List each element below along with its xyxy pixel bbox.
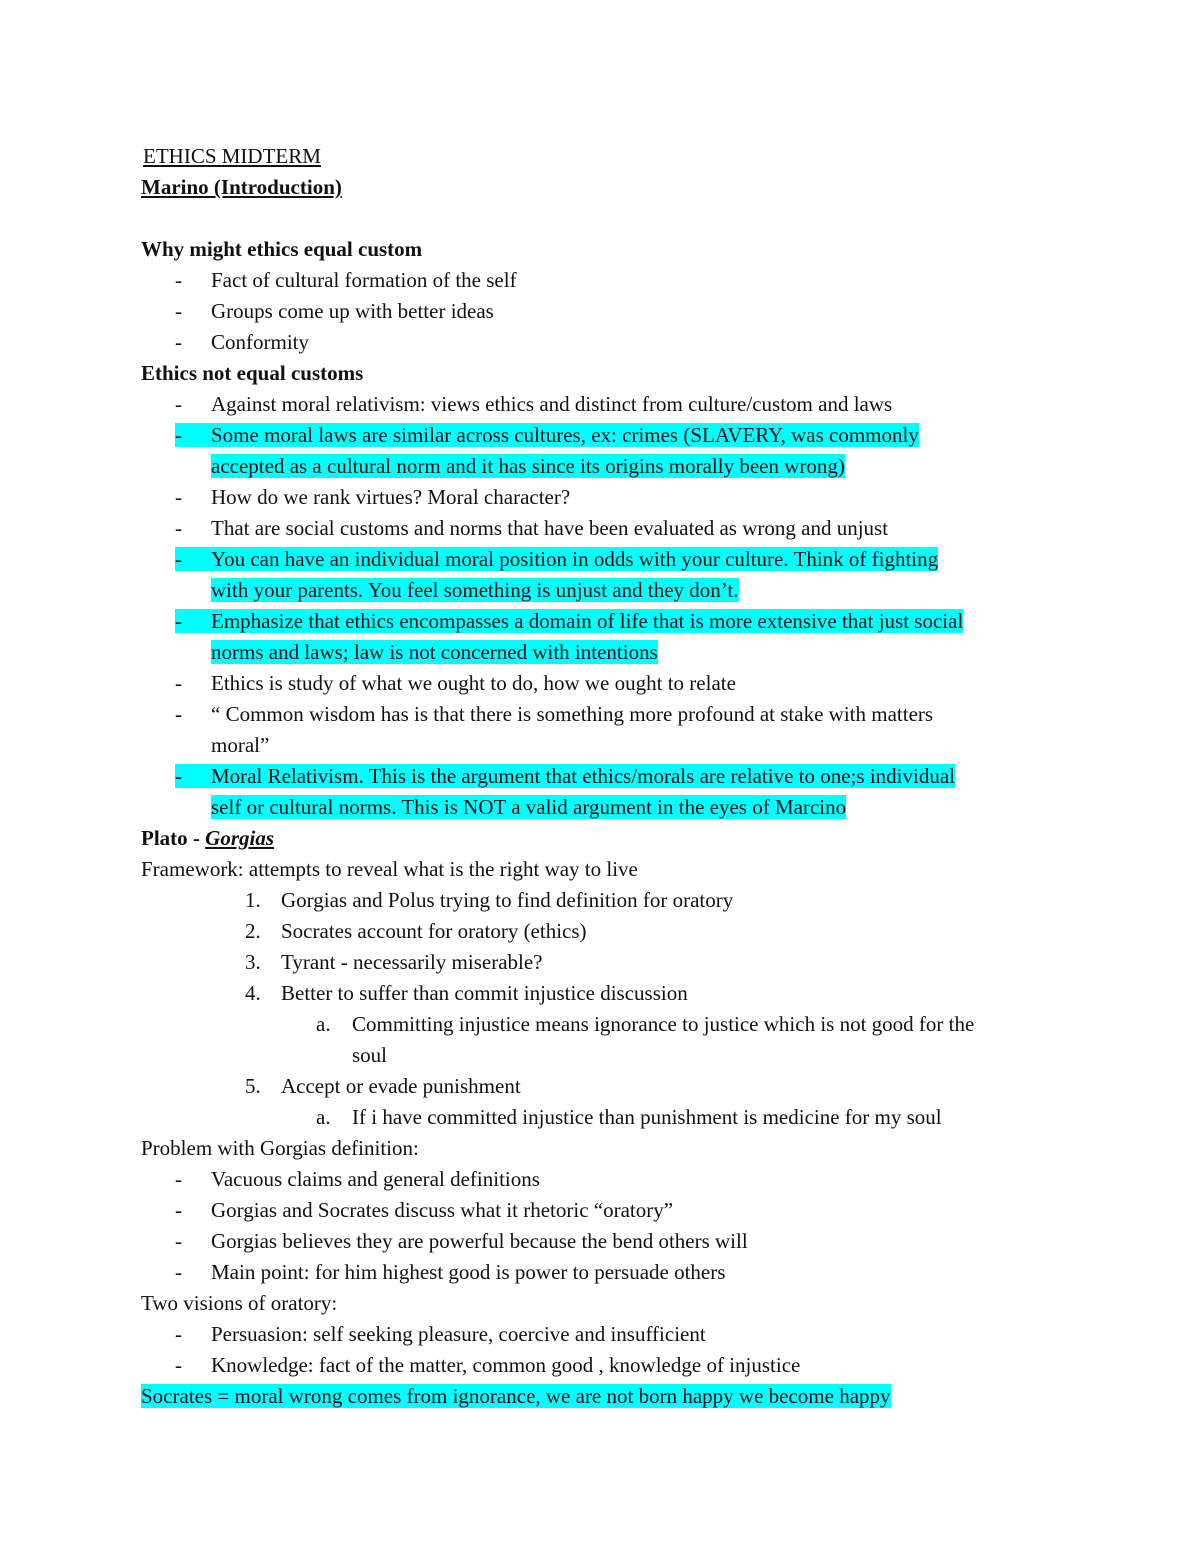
final-line-text: Socrates = moral wrong comes from ignorance, we are not born happy we become happy (141, 1384, 891, 1408)
list-item-highlighted (141, 761, 1071, 792)
blank-line (141, 203, 1071, 234)
list-item (141, 1195, 1071, 1226)
numbered-item (141, 885, 1071, 916)
list-item-text: Ethics is study of what we ought to do, how we ought to relate (211, 671, 736, 695)
title-text: ETHICS MIDTERM (143, 144, 321, 168)
list-item-text: Fact of cultural formation of the self (211, 268, 517, 292)
item-text: Gorgias and Polus trying to find definition for oratory (281, 888, 734, 912)
list-item-text: Conformity (211, 330, 309, 354)
bullet-dash: - (175, 547, 182, 571)
bullet-dash: - (175, 1322, 182, 1346)
section-heading-text: Marino (Introduction) (141, 175, 342, 199)
list-item (141, 296, 1071, 327)
list-item (141, 1350, 1071, 1381)
section-heading-marino (141, 172, 1071, 203)
section-heading-work: Gorgias (205, 826, 275, 850)
question-heading-not-custom: Ethics not equal customs (141, 361, 364, 385)
bullet-dash: - (175, 423, 182, 447)
list-item-text: moral” (211, 733, 270, 757)
sub-item-letter: a. (316, 1105, 331, 1129)
list-item-text: How do we rank virtues? Moral character? (211, 485, 571, 509)
list-item-text: Groups come up with better ideas (211, 299, 494, 323)
list-item-continuation (141, 730, 1071, 761)
sub-item-continuation (141, 1040, 1071, 1071)
section-heading-plato (141, 823, 1071, 854)
item-text: Better to suffer than commit injustice discussion (281, 981, 688, 1005)
list-item-continuation (141, 575, 1071, 606)
sub-item-letter: a. (316, 1012, 331, 1036)
document-title (141, 141, 1071, 172)
bullet-dash: - (175, 268, 182, 292)
bullet-dash: - (175, 671, 182, 695)
list-item-text: self or cultural norms. This is NOT a valid argument in the eyes of Marcino (211, 795, 847, 819)
item-text: Tyrant - necessarily miserable? (281, 950, 543, 974)
list-item (141, 389, 1071, 420)
item-number: 3. (245, 950, 261, 974)
sub-item (141, 1102, 1071, 1133)
bullet-dash: - (175, 1260, 182, 1284)
sub-item-text: soul (352, 1043, 388, 1067)
list-item-text: Persuasion: self seeking pleasure, coercive and insufficient (211, 1322, 706, 1346)
bullet-dash: - (175, 485, 182, 509)
item-number: 5. (245, 1074, 261, 1098)
numbered-item (141, 1071, 1071, 1102)
list-item-text: with your parents. You feel something is unjust and they don’t. (211, 578, 739, 602)
item-number: 4. (245, 981, 261, 1005)
list-item-text: You can have an individual moral position in odds with your culture. Think of fighting (211, 547, 939, 571)
list-item (141, 482, 1071, 513)
numbered-item (141, 947, 1071, 978)
bullet-dash: - (175, 1353, 182, 1377)
sub-item-text: If i have committed injustice than punishment is medicine for my soul (352, 1105, 942, 1129)
bullet-dash: - (175, 702, 182, 726)
list-item-highlighted (141, 544, 1071, 575)
list-item (141, 265, 1071, 296)
sub-item (141, 1009, 1071, 1040)
section-heading-text: Plato - (141, 826, 206, 850)
list-item-text: Against moral relativism: views ethics and distinct from culture/custom and laws (211, 392, 893, 416)
bullet-dash: - (175, 1198, 182, 1222)
question-heading-custom: Why might ethics equal custom (141, 237, 423, 261)
list-item (141, 699, 1071, 730)
final-highlighted-line (141, 1381, 1071, 1412)
list-item (141, 1257, 1071, 1288)
bullet-dash: - (175, 1229, 182, 1253)
list-item-continuation (141, 637, 1071, 668)
item-text: Socrates account for oratory (ethics) (281, 919, 587, 943)
list-item-text: Gorgias and Socrates discuss what it rhetoric “oratory” (211, 1198, 674, 1222)
list-item (141, 513, 1071, 544)
list-item-text: Emphasize that ethics encompasses a domain of life that is more extensive that just social (211, 609, 964, 633)
list-item-highlighted (141, 606, 1071, 637)
list-item-text: Moral Relativism. This is the argument that ethics/morals are relative to one;s individual (211, 764, 955, 788)
list-item (141, 327, 1071, 358)
list-item (141, 1164, 1071, 1195)
list-item-text: Some moral laws are similar across cultures, ex: crimes (SLAVERY, was commonly (211, 423, 919, 447)
numbered-item (141, 916, 1071, 947)
bullet-dash: - (175, 1167, 182, 1191)
bullet-dash: - (175, 764, 182, 788)
item-number: 2. (245, 919, 261, 943)
problem-heading: Problem with Gorgias definition: (141, 1136, 419, 1160)
framework-line: Framework: attempts to reveal what is the right way to live (141, 857, 638, 881)
list-item (141, 668, 1071, 699)
bullet-dash: - (175, 516, 182, 540)
bullet-dash: - (175, 330, 182, 354)
list-item-text: Knowledge: fact of the matter, common good , knowledge of injustice (211, 1353, 801, 1377)
item-number: 1. (245, 888, 261, 912)
list-item-text: “ Common wisdom has is that there is something more profound at stake with matters (211, 702, 934, 726)
list-item-text: Main point: for him highest good is power to persuade others (211, 1260, 726, 1284)
list-item-highlighted (141, 420, 1071, 451)
item-text: Accept or evade punishment (281, 1074, 521, 1098)
list-item-continuation (141, 792, 1071, 823)
numbered-item (141, 978, 1071, 1009)
sub-item-text: Committing injustice means ignorance to justice which is not good for the (352, 1012, 975, 1036)
bullet-dash: - (175, 609, 182, 633)
list-item-continuation (141, 451, 1071, 482)
list-item (141, 1226, 1071, 1257)
visions-heading: Two visions of oratory: (141, 1291, 338, 1315)
list-item-text: That are social customs and norms that have been evaluated as wrong and unjust (211, 516, 889, 540)
bullet-dash: - (175, 299, 182, 323)
list-item-text: accepted as a cultural norm and it has since its origins morally been wrong) (211, 454, 845, 478)
list-item-text: Gorgias believes they are powerful because the bend others will (211, 1229, 748, 1253)
document-page (141, 141, 1071, 1412)
list-item-text: Vacuous claims and general definitions (211, 1167, 540, 1191)
bullet-dash: - (175, 392, 182, 416)
list-item (141, 1319, 1071, 1350)
list-item-text: norms and laws; law is not concerned with intentions (211, 640, 658, 664)
